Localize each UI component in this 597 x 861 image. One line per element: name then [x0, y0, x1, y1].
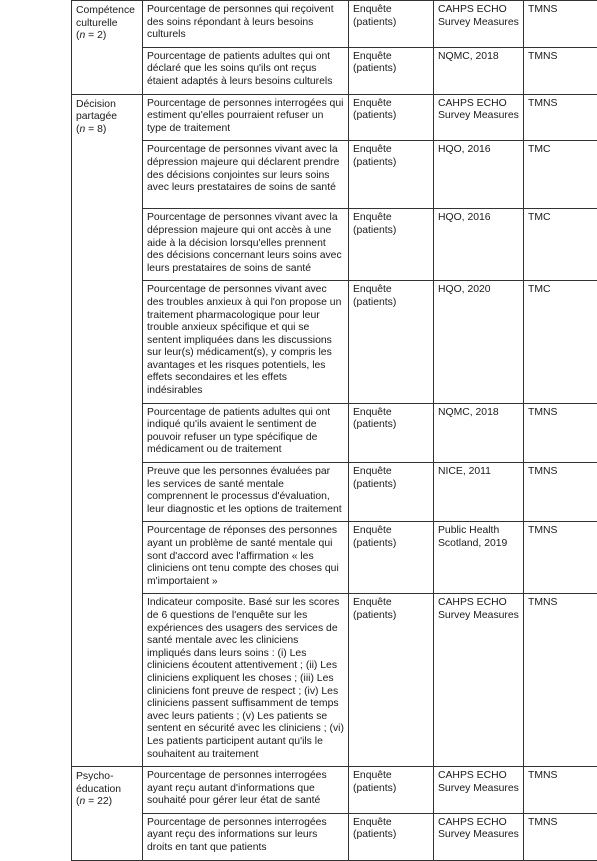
category-cell [72, 1, 143, 95]
class-cell: TMNS [524, 94, 597, 141]
indicators-table [71, 0, 597, 861]
indicator-cell: Pourcentage de personnes qui reçoivent des soins répondant à leurs besoins culturels [143, 1, 349, 48]
category-count: (n = 22) [76, 796, 138, 809]
table-row [72, 594, 597, 767]
table-row [72, 522, 597, 594]
class-cell: TMNS [524, 813, 597, 860]
indicator-cell: Pourcentage de personnes vivant avec des troubles anxieux à qui l'on propose un traitement pharmacologique pour leur trouble anxieux spécifique et qui se sentent impliquées dans les discussions sur leur(s) médicament(s), y compris les avantages et les risques potentiels, les effets secondaires et les effets indésirables [143, 281, 349, 403]
indicator-cell: Pourcentage de personnes vivant avec la dépression majeure qui déclarent prendre des décisions conjointes sur leurs soins avec leurs prestataires de soins de santé [143, 141, 349, 209]
source-cell: NICE, 2011 [434, 463, 524, 522]
indicator-cell: Pourcentage de personnes interrogées qui estiment qu'elles pourraient refuser un type de traitement [143, 94, 349, 141]
indicator-cell: Pourcentage de réponses des personnes ayant un problème de santé mentale qui sont d'accord avec l'affirmation « les cliniciens ont tenu compte des choses qui m'importaient » [143, 522, 349, 594]
type-cell: Enquête (patients) [349, 463, 434, 522]
type-cell: Enquête (patients) [349, 522, 434, 594]
class-cell: TMNS [524, 463, 597, 522]
source-cell: CAHPS ECHO Survey Measures [434, 94, 524, 141]
category-cell [72, 767, 143, 861]
indicator-cell: Pourcentage de personnes vivant avec la dépression majeure qui ont accès à une aide à la décision lorsqu'elles prennent des décisions concernant leurs soins avec leurs prestataires de soins de santé [143, 209, 349, 281]
class-cell: TMNS [524, 522, 597, 594]
type-cell: Enquête (patients) [349, 403, 434, 462]
category-count: (n = 8) [76, 124, 138, 137]
source-cell: HQO, 2016 [434, 141, 524, 209]
category-name: Psycho- éducation [76, 771, 138, 796]
type-cell: Enquête (patients) [349, 1, 434, 48]
type-cell: Enquête (patients) [349, 209, 434, 281]
source-cell: Public Health Scotland, 2019 [434, 522, 524, 594]
class-cell: TMNS [524, 594, 597, 767]
type-cell: Enquête (patients) [349, 47, 434, 94]
source-cell: NQMC, 2018 [434, 403, 524, 462]
indicator-cell: Pourcentage de personnes interrogées ayant reçu autant d'informations que souhaité pour gérer leur état de santé [143, 767, 349, 814]
type-cell: Enquête (patients) [349, 813, 434, 860]
type-cell: Enquête (patients) [349, 94, 434, 141]
type-cell: Enquête (patients) [349, 281, 434, 403]
category-name: Décision partagée [76, 99, 138, 124]
class-cell: TMC [524, 281, 597, 403]
class-cell: TMNS [524, 47, 597, 94]
source-cell: HQO, 2016 [434, 209, 524, 281]
table-row [72, 141, 597, 209]
indicator-cell: Pourcentage de personnes interrogées ayant reçu des informations sur leurs droits en tant que patients [143, 813, 349, 860]
source-cell: NQMC, 2018 [434, 47, 524, 94]
table-row [72, 94, 597, 141]
table-row [72, 767, 597, 814]
type-cell: Enquête (patients) [349, 594, 434, 767]
indicator-cell: Preuve que les personnes évaluées par les services de santé mentale comprennent le processus d'évaluation, leur diagnostic et les options de traitement [143, 463, 349, 522]
table-row [72, 403, 597, 462]
category-name: Compétence culturelle [76, 5, 138, 30]
type-cell: Enquête (patients) [349, 141, 434, 209]
source-cell: CAHPS ECHO Survey Measures [434, 1, 524, 48]
table-row [72, 813, 597, 860]
indicator-cell: Pourcentage de patients adultes qui ont déclaré que les soins qu'ils ont reçus étaient adaptés à leurs besoins culturels [143, 47, 349, 94]
table-row [72, 47, 597, 94]
type-cell: Enquête (patients) [349, 767, 434, 814]
category-cell [72, 94, 143, 767]
source-cell: CAHPS ECHO Survey Measures [434, 813, 524, 860]
indicator-cell: Indicateur composite. Basé sur les scores de 6 questions de l'enquête sur les expériences des usagers des services de santé mentale avec les cliniciens impliqués dans leurs soins : (i) Les cliniciens écoutent attentivement ; (ii) Les cliniciens expliquent les choses ; (iii) Les cliniciens font preuve de respect ; (iv) Les cliniciens passent suffisamment de temps avec leurs patients ; (v) Les patients se sentent en sécurité avec les cliniciens ; (vi) Les patients participent autant qu'ils le souhaitent au traitement [143, 594, 349, 767]
table-row [72, 209, 597, 281]
table-row [72, 463, 597, 522]
table-row [72, 1, 597, 48]
class-cell: TMC [524, 141, 597, 209]
source-cell: HQO, 2020 [434, 281, 524, 403]
class-cell: TMC [524, 209, 597, 281]
source-cell: CAHPS ECHO Survey Measures [434, 767, 524, 814]
class-cell: TMNS [524, 1, 597, 48]
indicator-cell: Pourcentage de patients adultes qui ont indiqué qu'ils avaient le sentiment de pouvoir refuser un type spécifique de médicament ou de traitement [143, 403, 349, 462]
class-cell: TMNS [524, 767, 597, 814]
source-cell: CAHPS ECHO Survey Measures [434, 594, 524, 767]
class-cell: TMNS [524, 403, 597, 462]
table-row [72, 281, 597, 403]
category-count: (n = 2) [76, 30, 138, 43]
